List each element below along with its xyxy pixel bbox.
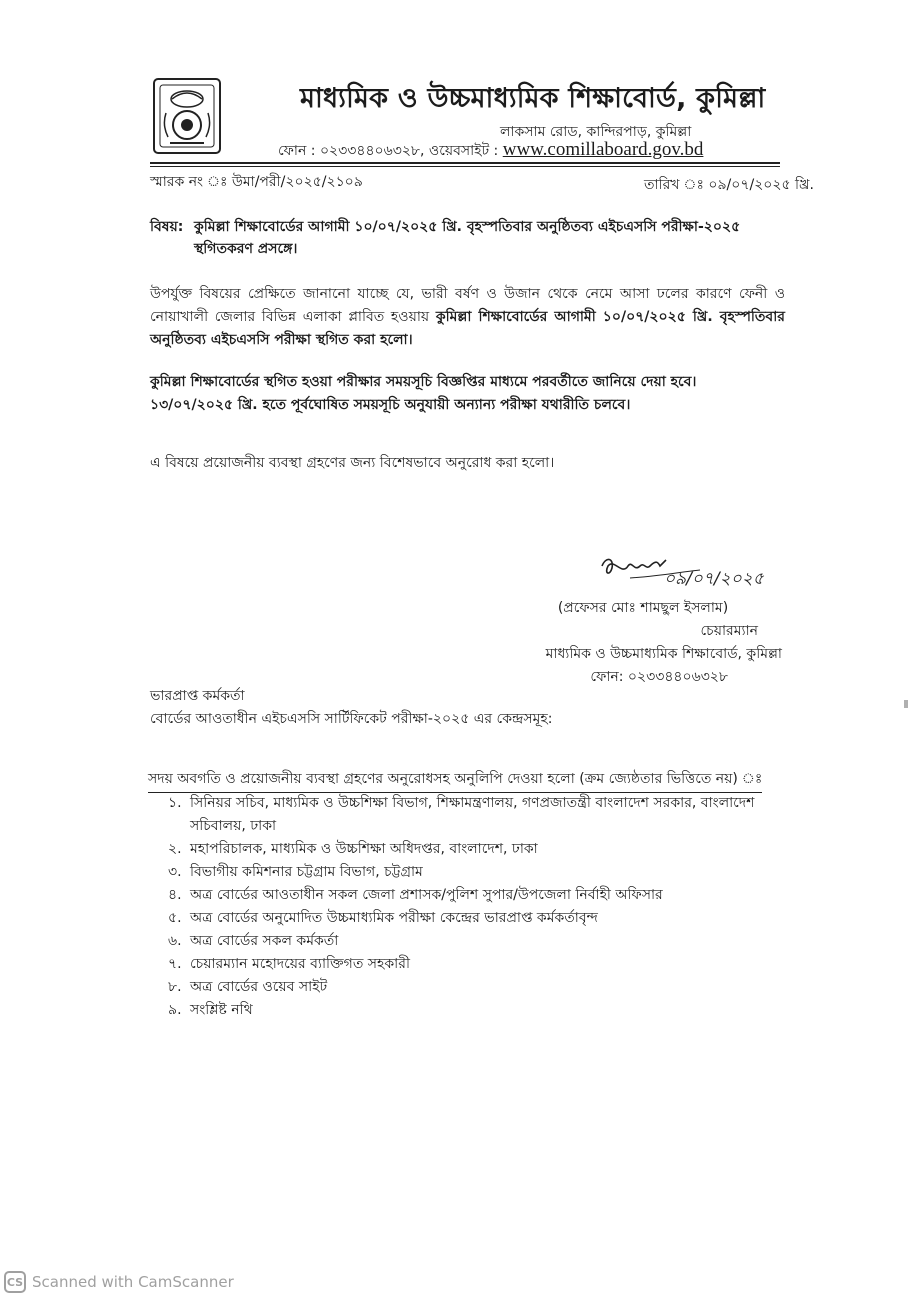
scanner-text: Scanned with CamScanner: [32, 1273, 234, 1291]
subject-label: বিষয়:: [150, 219, 184, 235]
list-item: [150, 838, 790, 861]
list-item-number: ৫.: [168, 910, 182, 926]
list-item-text: বিভাগীয় কমিশনার চট্টগ্রাম বিভাগ, চট্টগ্রাম: [190, 864, 423, 880]
list-item: [150, 861, 790, 884]
list-item-number: ৭.: [168, 956, 182, 972]
subject-block: [150, 216, 790, 260]
scanner-watermark: [4, 1271, 234, 1293]
list-item: [150, 953, 790, 976]
handwritten-signature: [600, 552, 780, 588]
body-paragraph-1: [150, 283, 785, 352]
list-item-text: মহাপরিচালক, মাধ্যমিক ও উচ্চশিক্ষা অধিদপ্তর, বাংলাদেশ, ঢাকা: [190, 841, 538, 857]
list-item-text: চেয়ারম্যান মহোদয়ের ব্যাক্তিগত সহকারী: [190, 956, 410, 972]
list-item-number: ৪.: [168, 887, 182, 903]
paragraph-1-text: উপর্যুক্ত বিষয়ের প্রেক্ষিতে জানানো যাচ্ছে যে, ভারী বর্ষণ ও উজান থেকে নেমে আসা ঢলের কারণে ফেনী ও নোয়াখালী জেলার বিভিন্ন এলাকা প্লাবিত হওয়ায়: [150, 286, 785, 325]
list-item-number: ২.: [168, 841, 182, 857]
list-item-text: অত্র বোর্ডের ওয়েব সাইট: [190, 979, 328, 995]
org-title: মাধ্যমিক ও উচ্চমাধ্যমিক শিক্ষাবোর্ড, কুমিল্লা: [300, 83, 766, 114]
list-item: [150, 930, 790, 953]
list-item-text: সিনিয়র সচিব, মাধ্যমিক ও উচ্চশিক্ষা বিভাগ, শিক্ষামন্ত্রণালয়, গণপ্রজাতন্ত্রী বাংলাদেশ সরকার, বাংলাদেশ সচিবালয়, ঢাকা: [190, 795, 755, 834]
website-link[interactable]: www.comillaboard.gov.bd: [502, 139, 704, 160]
list-item: [150, 792, 790, 838]
list-item-number: ৩.: [168, 864, 182, 880]
list-item-number: ১.: [168, 795, 182, 811]
paragraph-1-emphasis: কুমিল্লা শিক্ষাবোর্ডের আগামী ১০/০৭/২০২৫ খ্রি. বৃহস্পতিবার অনুষ্ঠিতব্য এইচএসসি পরীক্ষা স্থগিত করা হলো।: [150, 309, 785, 348]
subject-line-1: কুমিল্লা শিক্ষাবোর্ডের আগামী ১০/০৭/২০২৫ খ্রি. বৃহস্পতিবার অনুষ্ঠিতব্য এইচএসসি পরীক্ষা-২০২৫: [194, 219, 741, 235]
signatory-title: চেয়ারম্যান: [700, 623, 758, 639]
memo-date: তারিখ ঃ ০৯/০৭/২০২৫ খ্রি.: [644, 177, 814, 193]
list-item-text: সংশ্লিষ্ট নথি: [190, 1002, 253, 1018]
copies-list: [150, 792, 790, 1022]
memo-number: স্মারক নং ঃ উমা/পরী/২০২৫/২১০৯: [150, 174, 363, 190]
body-paragraph-2: কুমিল্লা শিক্ষাবোর্ডের স্থগিত হওয়া পরীক্ষার সময়সূচি বিজ্ঞপ্তির মাধ্যমে পরবর্তীতে জানিয়ে দেয়া হবে।: [150, 374, 697, 390]
signatory-name: (প্রফেসর মোঃ শামছুল ইসলাম): [557, 600, 729, 616]
recipient-line-1: ভারপ্রাপ্ত কর্মকর্তা: [150, 688, 245, 704]
list-item-number: ৬.: [168, 933, 182, 949]
header-rule-thin: [150, 166, 780, 167]
org-address: লাকসাম রোড, কান্দিরপাড়, কুমিল্লা: [500, 124, 692, 140]
scan-edge-mark: [904, 700, 908, 708]
body-paragraph-3: ১৩/০৭/২০২৫ খ্রি. হতে পূর্বঘোষিত সময়সূচি অনুযায়ী অন্যান্য পরীক্ষা যথারীতি চলবে।: [150, 397, 631, 413]
camscanner-icon: CS: [4, 1271, 26, 1293]
list-item: [150, 999, 790, 1022]
list-item: [150, 884, 790, 907]
signature-date: ০৯/০৭/২০২৫: [664, 569, 764, 588]
signatory-phone: ফোন: ০২৩৩৪৪০৬৩২৮: [590, 669, 728, 685]
copies-heading: সদয় অবগতি ও প্রয়োজনীয় ব্যবস্থা গ্রহণের অনুরোধসহ অনুলিপি দেওয়া হলো (ক্রম জ্যেষ্ঠতার ভিত্তিতে নয়) ঃ: [148, 767, 762, 793]
list-item: [150, 907, 790, 930]
header-rule-thick: [150, 162, 780, 164]
list-item-number: ৯.: [168, 1002, 182, 1018]
subject-line-2: স্থগিতকরণ প্রসঙ্গে।: [194, 241, 298, 257]
list-item-number: ৮.: [168, 979, 182, 995]
list-item-text: অত্র বোর্ডের আওতাধীন সকল জেলা প্রশাসক/পুলিশ সুপার/উপজেলা নির্বাহী অফিসার: [190, 887, 663, 903]
list-item-text: অত্র বোর্ডের সকল কর্মকর্তা: [190, 933, 339, 949]
signatory-organization: মাধ্যমিক ও উচ্চমাধ্যমিক শিক্ষাবোর্ড, কুমিল্লা: [545, 646, 782, 662]
org-contact: [278, 139, 703, 163]
list-item-text: অত্র বোর্ডের অনুমোদিত উচ্চমাধ্যমিক পরীক্ষা কেন্দ্রের ভারপ্রাপ্ত কর্মকর্তাবৃন্দ: [190, 910, 598, 926]
body-paragraph-4: এ বিষয়ে প্রয়োজনীয় ব্যবস্থা গ্রহণের জন্য বিশেষভাবে অনুরোধ করা হলো।: [150, 455, 555, 471]
board-emblem-logo: [152, 77, 222, 155]
contact-phone: ফোন : ০২৩৩৪৪০৬৩২৮, ওয়েবসাইট :: [278, 143, 503, 159]
list-item: [150, 976, 790, 999]
recipient-line-2: বোর্ডের আওতাধীন এইচএসসি সার্টিফিকেট পরীক্ষা-২০২৫ এর কেন্দ্রসমূহ:: [150, 711, 553, 727]
